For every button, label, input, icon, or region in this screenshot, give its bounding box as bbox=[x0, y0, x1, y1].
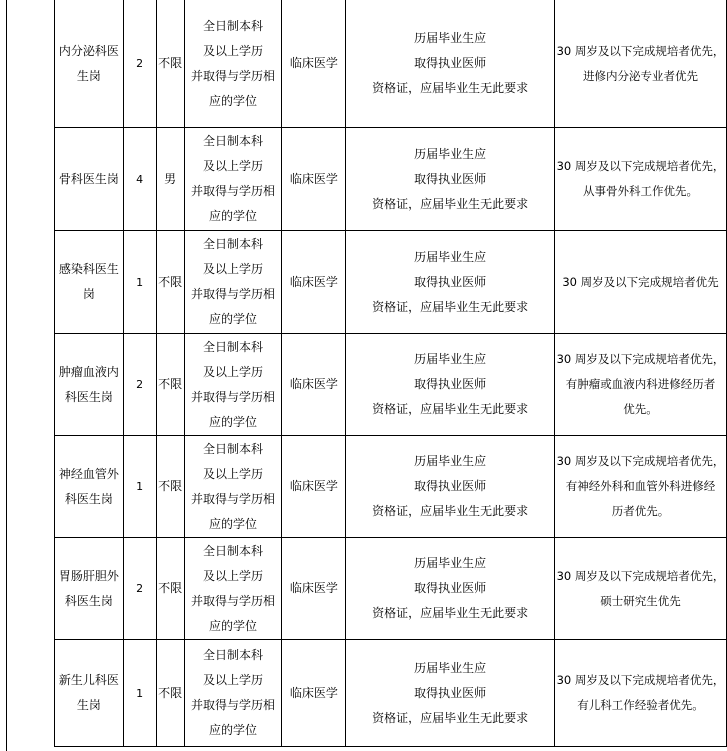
major-cell bbox=[282, 334, 346, 436]
position-text bbox=[55, 564, 123, 614]
text-line: 应的学位 bbox=[208, 723, 257, 737]
gender-text: 不限 bbox=[158, 274, 183, 289]
position-cell bbox=[55, 128, 124, 231]
major-cell bbox=[282, 0, 346, 128]
text-line: 及以上学历 bbox=[202, 43, 263, 58]
requirement-text bbox=[346, 656, 554, 731]
note-cell bbox=[554, 0, 726, 128]
education-text bbox=[185, 232, 282, 332]
note-text bbox=[555, 154, 726, 204]
requirement-text bbox=[346, 551, 554, 626]
text-line: 全日制本科 bbox=[202, 237, 263, 251]
major-cell bbox=[282, 231, 346, 334]
text-line: 并取得与学历相 bbox=[190, 184, 275, 198]
text-line: 全日制本科 bbox=[202, 339, 263, 354]
text-line: 历者优先。 bbox=[611, 504, 670, 518]
requirement-cell bbox=[346, 231, 555, 334]
text-line: 肿瘤血液内 bbox=[58, 364, 119, 379]
major-cell bbox=[282, 128, 346, 231]
major-cell bbox=[282, 436, 346, 538]
text-line: 生岗 bbox=[76, 698, 101, 712]
education-text bbox=[185, 335, 282, 435]
note-cell bbox=[554, 334, 726, 436]
text-line: 历届毕业生应 bbox=[414, 146, 487, 161]
position-cell bbox=[55, 640, 124, 747]
position-text bbox=[55, 39, 123, 89]
education-cell bbox=[184, 334, 282, 436]
text-line: 科医生岗 bbox=[64, 389, 113, 404]
text-line: 硕士研究生优先 bbox=[600, 593, 681, 608]
education-cell bbox=[184, 640, 282, 747]
text-line: 历届毕业生应 bbox=[414, 660, 487, 675]
gender-text: 不限 bbox=[158, 581, 183, 595]
education-text bbox=[185, 129, 282, 229]
table-row bbox=[55, 436, 727, 538]
position-cell bbox=[55, 436, 124, 538]
text-line: 科医生岗 bbox=[64, 593, 113, 608]
education-cell bbox=[184, 0, 282, 128]
requirement-cell bbox=[346, 128, 555, 231]
note-cell bbox=[554, 436, 726, 538]
text-line: 及以上学历 bbox=[202, 673, 263, 687]
count-text: 1 bbox=[136, 275, 144, 289]
table-row bbox=[55, 538, 727, 640]
text-line: 30 周岁及以下完成规培者优先， bbox=[556, 673, 725, 687]
requirement-cell bbox=[346, 640, 555, 747]
text-line: 资格证，应届毕业生无此要求 bbox=[372, 504, 529, 518]
text-line: 应的学位 bbox=[208, 209, 257, 223]
text-line: 取得执业医师 bbox=[414, 377, 487, 391]
text-line: 资格证，应届毕业生无此要求 bbox=[372, 710, 529, 725]
text-line: 全日制本科 bbox=[202, 543, 263, 558]
count-text: 1 bbox=[136, 686, 144, 700]
text-line: 有儿科工作经验者优先。 bbox=[577, 698, 704, 712]
text-line: 科医生岗 bbox=[64, 491, 113, 506]
count-cell bbox=[123, 538, 156, 640]
text-line: 全日制本科 bbox=[202, 648, 263, 662]
text-line: 从事骨外科工作优先。 bbox=[582, 184, 698, 198]
text-line: 取得执业医师 bbox=[414, 171, 487, 186]
text-line: 全日制本科 bbox=[202, 18, 263, 33]
text-line: 应的学位 bbox=[208, 414, 257, 429]
recruitment-table bbox=[54, 0, 727, 747]
count-cell bbox=[123, 0, 156, 128]
text-line: 感染科医生 bbox=[58, 262, 119, 276]
note-cell bbox=[554, 128, 726, 231]
text-line: 30 周岁及以下完成规培者优先， bbox=[556, 352, 725, 366]
text-line: 及以上学历 bbox=[202, 466, 263, 481]
gender-cell bbox=[156, 231, 184, 334]
text-line: 30 周岁及以下完成规培者优先， bbox=[556, 454, 725, 468]
note-text bbox=[555, 270, 726, 295]
text-line: 新生儿科医 bbox=[58, 673, 119, 687]
requirement-cell bbox=[346, 0, 555, 128]
text-line: 并取得与学历相 bbox=[190, 287, 275, 301]
count-text: 2 bbox=[136, 378, 144, 391]
text-line: 并取得与学历相 bbox=[190, 389, 275, 404]
major-text: 临床医学 bbox=[289, 685, 338, 700]
count-text: 2 bbox=[136, 582, 144, 595]
education-cell bbox=[184, 128, 282, 231]
requirement-cell bbox=[346, 538, 555, 640]
text-line: 30 周岁及以下完成规培者优先， bbox=[556, 159, 725, 173]
text-line: 全日制本科 bbox=[202, 441, 263, 456]
table-row bbox=[55, 640, 727, 747]
text-line: 历届毕业生应 bbox=[414, 249, 487, 264]
table-row bbox=[55, 334, 727, 436]
text-line: 资格证，应届毕业生无此要求 bbox=[372, 606, 529, 620]
text-line: 历届毕业生应 bbox=[414, 556, 487, 570]
note-text bbox=[555, 39, 726, 89]
count-cell bbox=[123, 231, 156, 334]
text-line: 历届毕业生应 bbox=[414, 352, 487, 366]
text-line: 生岗 bbox=[76, 68, 101, 83]
position-cell bbox=[55, 334, 124, 436]
text-line: 有神经外科和血管外科进修经 bbox=[565, 479, 716, 493]
text-line: 30 周岁及以下完成规培者优先， bbox=[556, 43, 725, 58]
text-line: 及以上学历 bbox=[202, 262, 263, 276]
text-line: 应的学位 bbox=[208, 618, 257, 633]
requirement-cell bbox=[346, 334, 555, 436]
count-cell bbox=[123, 334, 156, 436]
gender-cell bbox=[156, 128, 184, 231]
note-text bbox=[555, 449, 726, 524]
text-line: 全日制本科 bbox=[202, 134, 263, 148]
gender-cell bbox=[156, 436, 184, 538]
note-text bbox=[555, 668, 726, 718]
position-cell bbox=[55, 0, 124, 128]
text-line: 进修内分泌专业者优先 bbox=[582, 68, 698, 83]
text-line: 及以上学历 bbox=[202, 159, 263, 173]
gender-text: 男 bbox=[164, 171, 177, 186]
text-line: 神经血管外 bbox=[58, 466, 119, 481]
education-text bbox=[185, 643, 282, 743]
table-row bbox=[55, 128, 727, 231]
education-cell bbox=[184, 231, 282, 334]
count-text: 2 bbox=[136, 57, 144, 70]
count-cell bbox=[123, 128, 156, 231]
table-body bbox=[55, 0, 727, 747]
text-line: 应的学位 bbox=[208, 312, 257, 326]
text-line: 30 周岁及以下完成规培者优先 bbox=[562, 274, 719, 289]
position-text bbox=[55, 668, 123, 718]
gender-text: 不限 bbox=[158, 56, 183, 70]
major-text: 临床医学 bbox=[289, 581, 338, 595]
text-line: 应的学位 bbox=[208, 93, 257, 108]
text-line: 并取得与学历相 bbox=[190, 698, 275, 712]
text-line: 内分泌科医 bbox=[58, 43, 119, 58]
text-line: 取得执业医师 bbox=[414, 479, 487, 493]
text-line: 资格证，应届毕业生无此要求 bbox=[372, 299, 529, 314]
education-text bbox=[185, 437, 282, 537]
gender-text: 不限 bbox=[158, 377, 183, 391]
gender-cell bbox=[156, 640, 184, 747]
text-line: 历届毕业生应 bbox=[414, 31, 487, 45]
text-line: 取得执业医师 bbox=[414, 274, 487, 289]
requirement-text bbox=[346, 347, 554, 422]
note-cell bbox=[554, 640, 726, 747]
requirement-text bbox=[346, 142, 554, 217]
text-line: 并取得与学历相 bbox=[190, 593, 275, 608]
text-line: 取得执业医师 bbox=[414, 56, 487, 70]
text-line: 胃肠肝胆外 bbox=[58, 568, 119, 583]
position-text bbox=[55, 462, 123, 512]
position-text bbox=[55, 167, 123, 192]
requirement-text bbox=[346, 449, 554, 524]
table-row bbox=[55, 0, 727, 128]
text-line: 资格证，应届毕业生无此要求 bbox=[372, 402, 529, 416]
major-text: 临床医学 bbox=[289, 56, 338, 70]
education-text bbox=[185, 14, 282, 114]
major-text: 临床医学 bbox=[289, 479, 338, 493]
gender-text: 不限 bbox=[158, 479, 183, 493]
gender-cell bbox=[156, 538, 184, 640]
text-line: 30 周岁及以下完成规培者优先， bbox=[556, 568, 725, 583]
count-text: 4 bbox=[136, 172, 144, 186]
gender-cell bbox=[156, 334, 184, 436]
text-line: 资格证，应届毕业生无此要求 bbox=[372, 81, 529, 95]
text-line: 资格证，应届毕业生无此要求 bbox=[372, 196, 529, 211]
note-cell bbox=[554, 231, 726, 334]
gender-text: 不限 bbox=[158, 685, 183, 700]
major-cell bbox=[282, 640, 346, 747]
count-text: 1 bbox=[136, 480, 144, 493]
position-text bbox=[55, 257, 123, 307]
text-line: 岗 bbox=[82, 287, 95, 301]
text-line: 并取得与学历相 bbox=[190, 68, 275, 83]
major-cell bbox=[282, 538, 346, 640]
requirement-text bbox=[346, 245, 554, 320]
count-cell bbox=[123, 436, 156, 538]
education-cell bbox=[184, 436, 282, 538]
text-line: 有肿瘤或血液内科进修经历者 bbox=[565, 377, 716, 391]
major-text: 临床医学 bbox=[289, 171, 338, 186]
text-line: 及以上学历 bbox=[202, 568, 263, 583]
text-line: 优先。 bbox=[623, 402, 658, 416]
text-line: 取得执业医师 bbox=[414, 581, 487, 595]
note-cell bbox=[554, 538, 726, 640]
position-cell bbox=[55, 231, 124, 334]
text-line: 及以上学历 bbox=[202, 364, 263, 379]
education-cell bbox=[184, 538, 282, 640]
requirement-text bbox=[346, 26, 554, 101]
major-text: 临床医学 bbox=[289, 377, 338, 391]
requirement-cell bbox=[346, 436, 555, 538]
note-text bbox=[555, 347, 726, 422]
education-text bbox=[185, 539, 282, 639]
text-line: 取得执业医师 bbox=[414, 685, 487, 700]
position-cell bbox=[55, 538, 124, 640]
text-line: 应的学位 bbox=[208, 516, 257, 531]
text-line: 历届毕业生应 bbox=[414, 454, 487, 468]
position-text bbox=[55, 360, 123, 410]
gender-cell bbox=[156, 0, 184, 128]
count-cell bbox=[123, 640, 156, 747]
text-line: 并取得与学历相 bbox=[190, 491, 275, 506]
text-line: 骨科医生岗 bbox=[58, 171, 119, 186]
major-text: 临床医学 bbox=[289, 274, 338, 289]
page-left-border bbox=[6, 0, 7, 751]
note-text bbox=[555, 564, 726, 614]
table-row bbox=[55, 231, 727, 334]
